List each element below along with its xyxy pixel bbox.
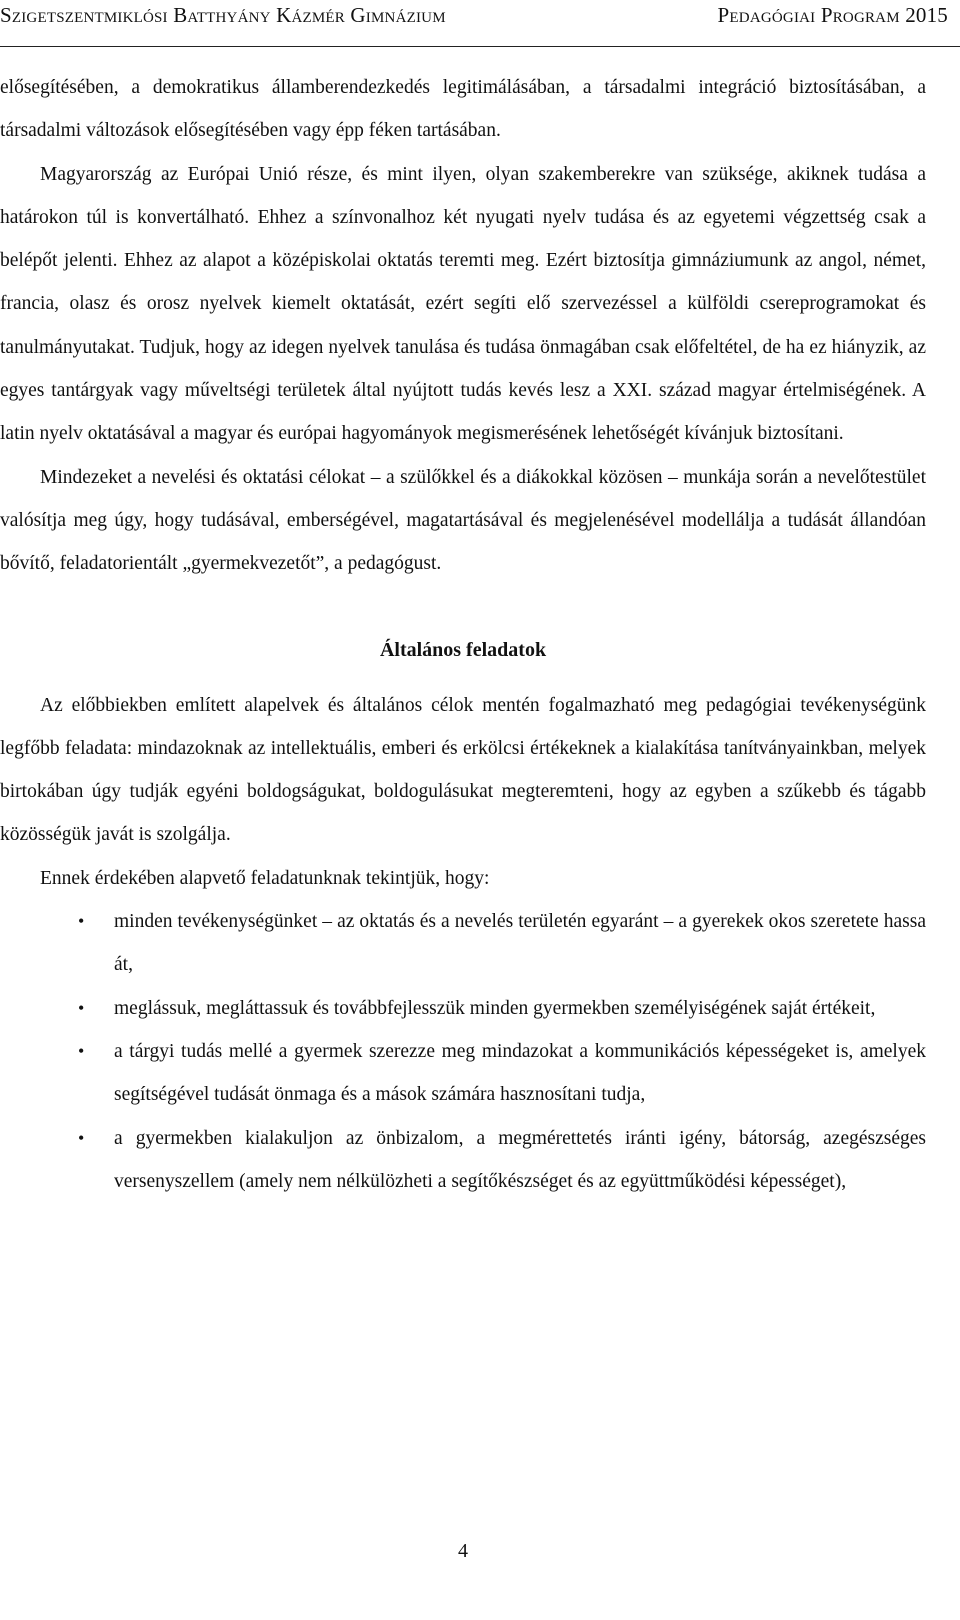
page-number: 4	[458, 1540, 468, 1562]
paragraph-continuation: elősegítésében, a demokratikus államberendezkedés legitimálásában, a társadalmi integráció biztosításában, a társadalmi változások elősegítésében vagy épp féken tartásában.	[0, 77, 926, 142]
list-item	[0, 900, 926, 987]
header-document-title: Pedagógiai Program 2015	[717, 3, 948, 27]
bullet-icon: •	[78, 997, 85, 1018]
list-item	[0, 987, 926, 1030]
bullet-icon: •	[78, 1040, 85, 1061]
document-body	[0, 66, 926, 1203]
list-item-text: meglássuk, megláttassuk és továbbfejlesszük minden gyermekben személyiségének saját értékeit,	[114, 997, 876, 1019]
header-school-name: Szigetszentmiklósi Batthyány Kázmér Gimnázium	[0, 3, 446, 27]
paragraph-languages: Magyarország az Európai Unió része, és mint ilyen, olyan szakemberekre van szüksége, akiknek tudása a határokon túl is konvertálható. Ehhez a színvonalhoz két nyugati nyelv tudása és az egyetemi végzettség csak a belépőt jelenti. Ehhez az alapot a középiskolai oktatás teremti meg. Ezért biztosítja gimnáziumunk az angol, német, francia, olasz és orosz nyelvek kiemelt oktatását, ezért segíti elő szervezéssel a külföldi csereprogramokat és tanulmányutakat. Tudjuk, hogy az idegen nyelvek tanulása és tudása önmagában csak előfeltétel, de ha ez hiányzik, az egyes tantárgyak vagy műveltségi területek által nyújtott tudás kevés lesz a XXI. század magyar értelmiségének. A latin nyelv oktatásával a magyar és európai hagyományok megismerésének lehetőségét kívánjuk biztosítani.	[0, 163, 926, 445]
list-item-text: a gyermekben kialakuljon az önbizalom, a megmérettetés iránti igény, bátorság, azegészséges versenyszellem (amely nem nélkülözheti a segítőkészséget és az együttműködési képességet),	[114, 1127, 926, 1192]
list-item-text: a tárgyi tudás mellé a gyermek szerezze meg mindazokat a kommunikációs képességeket is, amelyek segítségével tudását önmaga és a mások számára hasznosítani tudja,	[114, 1040, 926, 1106]
section-spacer	[0, 586, 926, 629]
list-item	[0, 1030, 926, 1117]
task-list	[0, 900, 926, 1203]
page-header	[0, 0, 960, 47]
list-item-text: minden tevékenységünket – az oktatás és a nevelés területén egyaránt – a gyerekek okos szeretete hassa át,	[114, 911, 926, 976]
bullet-icon: •	[78, 911, 85, 932]
bullet-icon: •	[78, 1127, 85, 1148]
paragraph-general-tasks: Az előbbiekben említett alapelvek és általános célok mentén fogalmazható meg pedagógiai tevékenységünk legfőbb feladata: mindazoknak az intellektuális, emberi és erkölcsi értékeknek a kialakítása tanítványainkban, melyek birtokában úgy tudják egyéni boldogságukat, boldogulásukat megteremteni, hogy az egyben a szűkebb és tágabb közösségük javát is szolgálja.	[0, 694, 926, 846]
paragraph-teachers: Mindezeket a nevelési és oktatási célokat – a szülőkkel és a diákokkal közösen – munkája során a nevelőtestület valósítja meg úgy, hogy tudásával, emberségével, magatartásával és megjelenésével modellálja a tudását állandóan bővítő, feladatorientált „gyermekvezetőt”, a pedagógust.	[0, 466, 926, 575]
section-heading: Általános feladatok	[379, 638, 547, 661]
list-item	[0, 1117, 926, 1204]
paragraph-intro-list: Ennek érdekében alapvető feladatunknak tekintjük, hogy:	[40, 867, 490, 889]
